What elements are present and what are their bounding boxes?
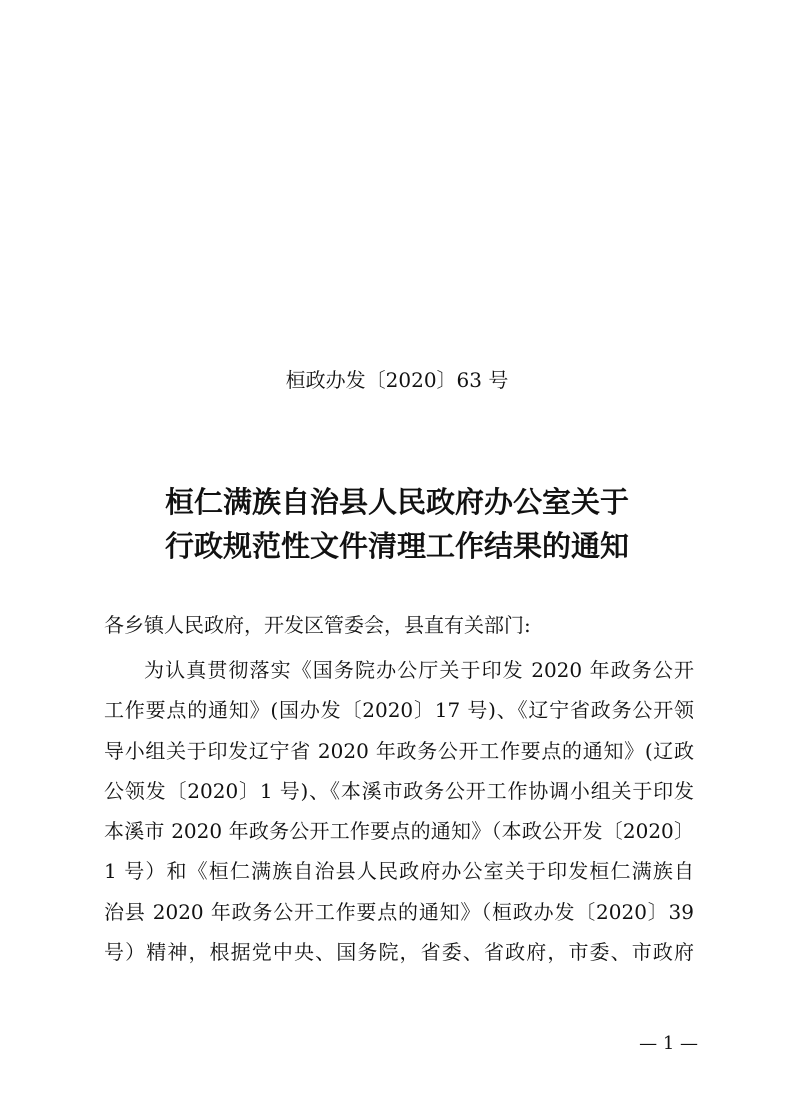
title-line-2: 行政规范性文件清理工作结果的通知 <box>164 529 629 563</box>
body-line-7: 治县 2020 年政务公开工作要点的通知》（桓政办发〔2020〕39 <box>104 899 694 924</box>
body-line-4: 公领发〔2020〕1 号)、《本溪市政务公开工作协调小组关于印发 <box>104 778 694 803</box>
body-line-1: 为认真贯彻落实《国务院办公厅关于印发 2020 年政务公开 <box>144 658 694 682</box>
body-line-3: 导小组关于印发辽宁省 2020 年政务公开工作要点的通知》(辽政 <box>104 738 694 763</box>
body-line-8: 号）精神，根据党中央、国务院，省委、省政府，市委、市政府 <box>104 940 694 965</box>
document-title <box>60 480 734 568</box>
body-line-5: 本溪市 2020 年政务公开工作要点的通知》（本政公开发〔2020〕 <box>104 819 694 844</box>
document-number: 桓政办发〔2020〕63 号 <box>285 368 509 392</box>
body-paragraph <box>104 650 694 972</box>
page-number: — 1 — <box>639 1033 698 1054</box>
title-line-1: 桓仁满族自治县人民政府办公室关于 <box>164 485 629 519</box>
salutation: 各乡镇人民政府，开发区管委会，县直有关部门: <box>104 613 531 637</box>
body-line-6: 1 号）和《桓仁满族自治县人民政府办公室关于印发桓仁满族自 <box>104 859 694 884</box>
body-line-2: 工作要点的通知》(国办发〔2020〕17 号)、《辽宁省政务公开领 <box>104 698 694 723</box>
